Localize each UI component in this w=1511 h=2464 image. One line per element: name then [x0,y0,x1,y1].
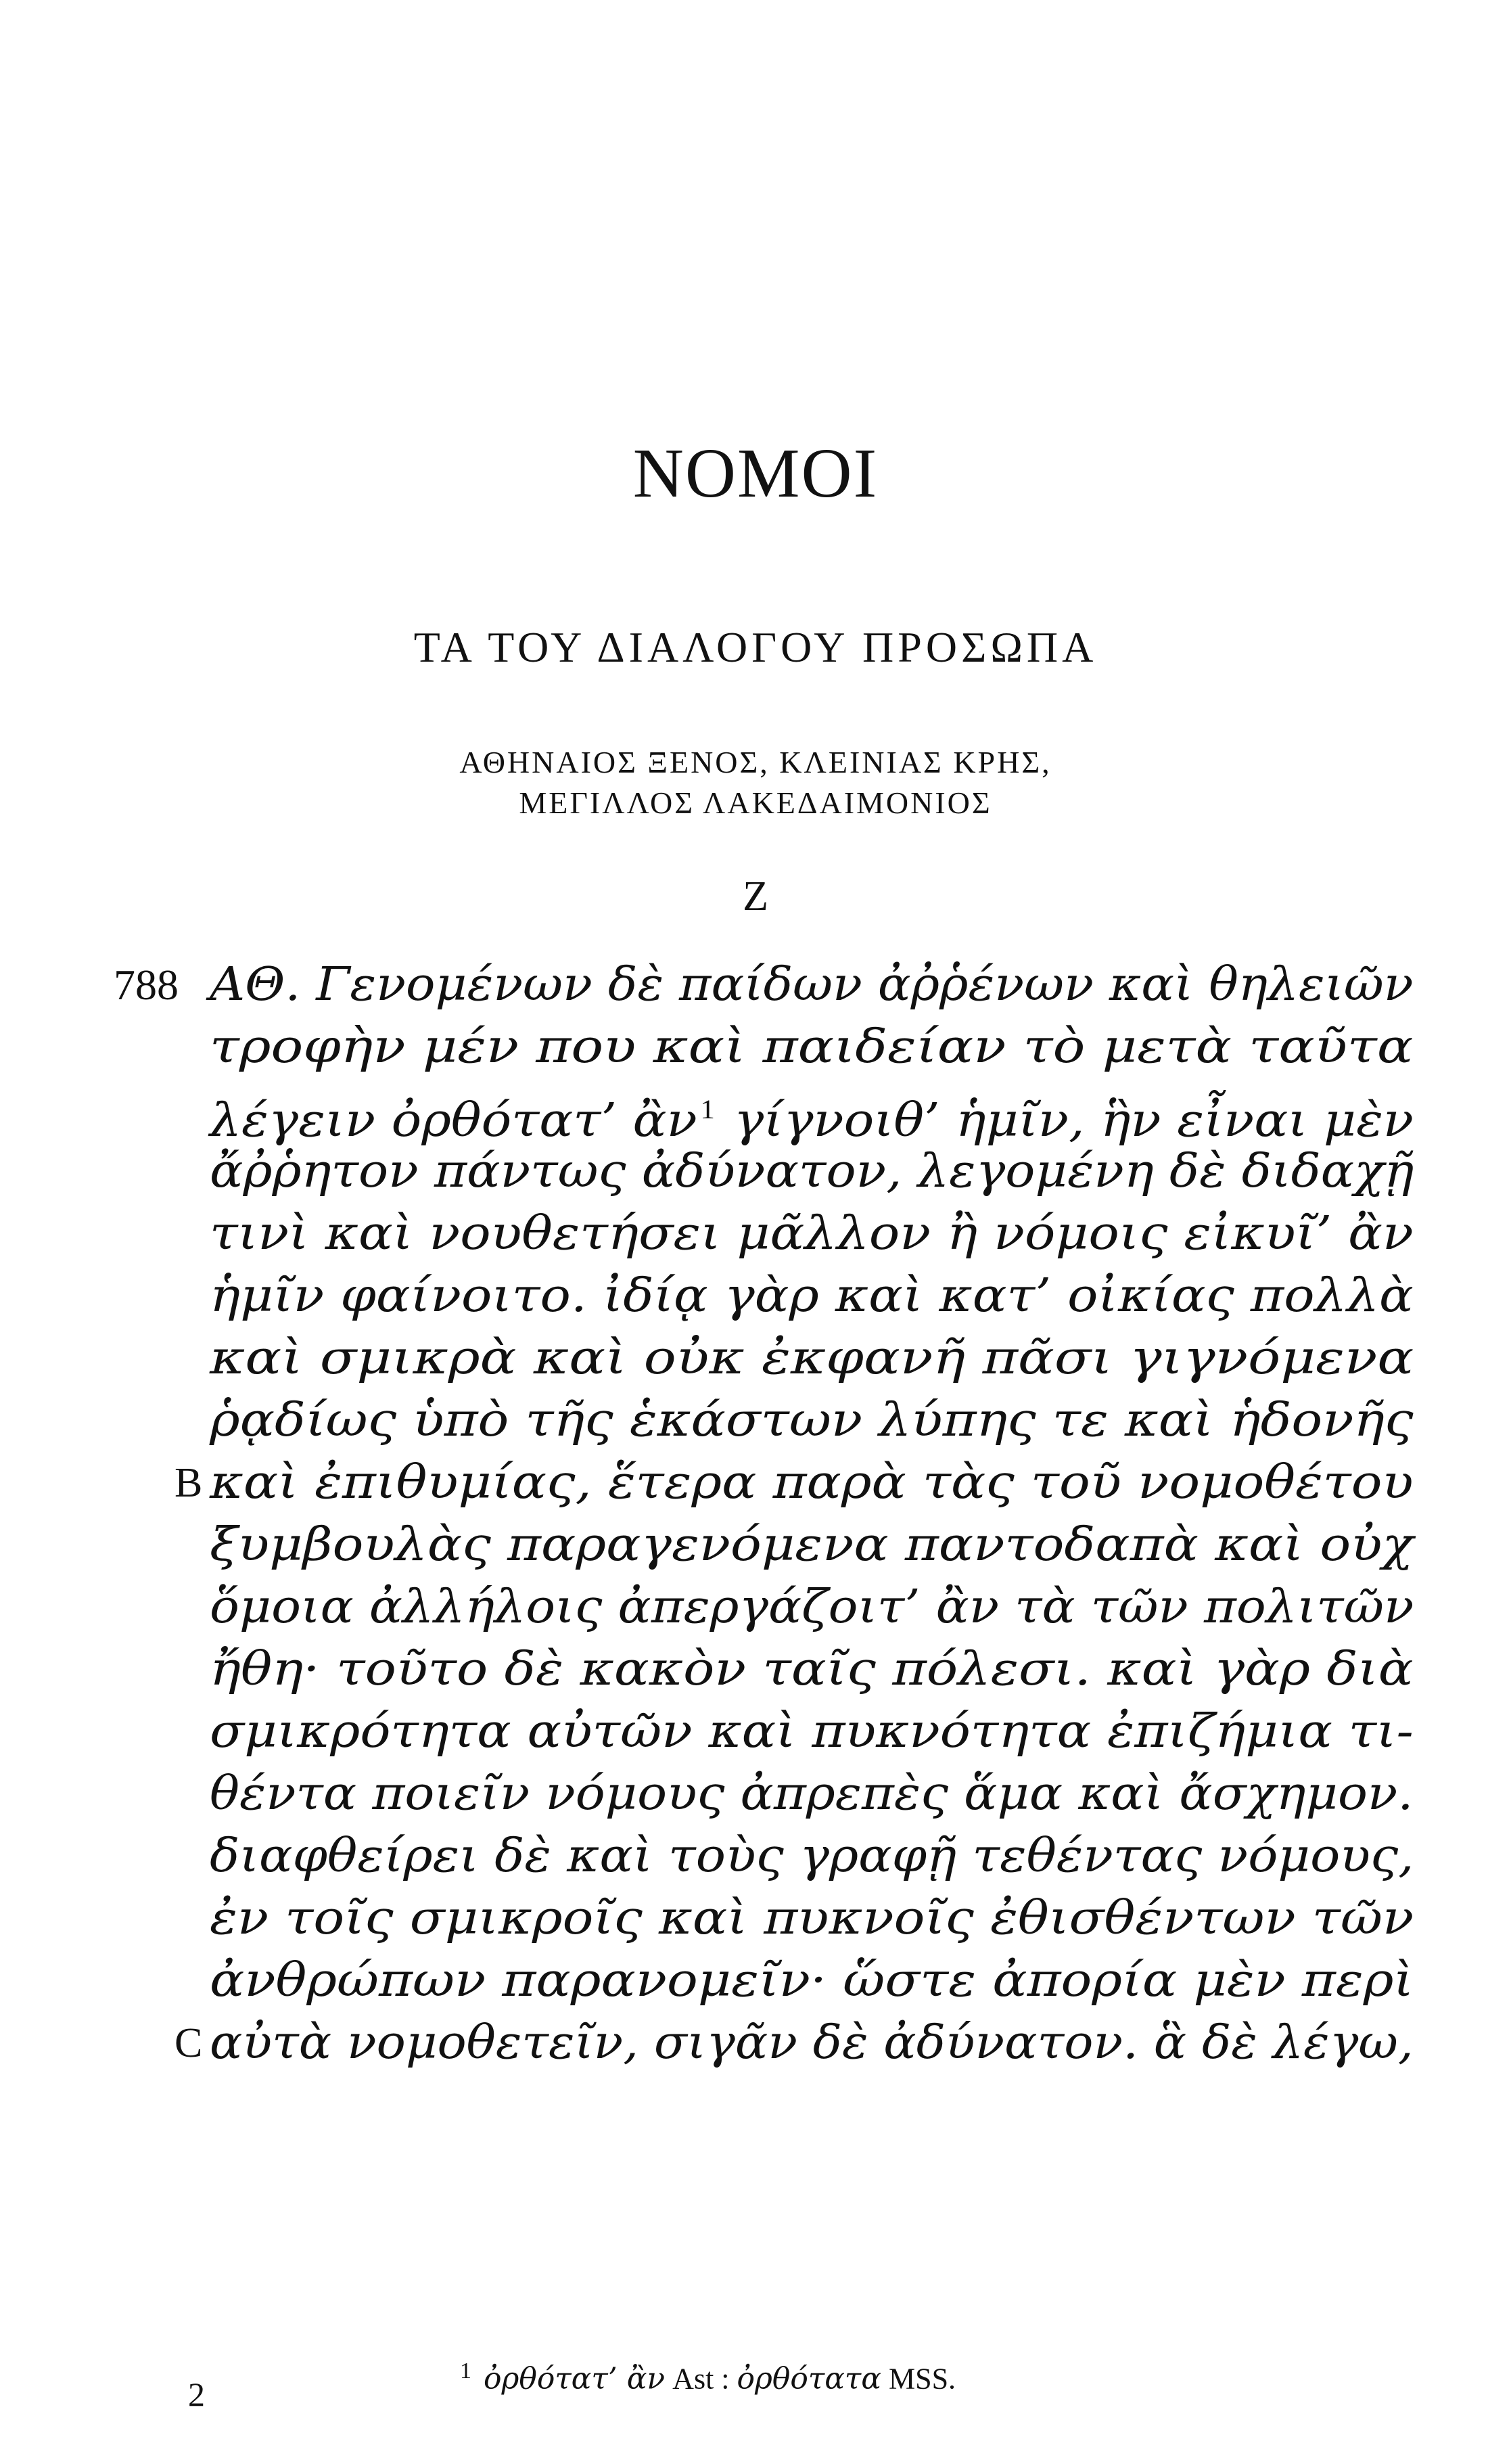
text-line: σμικρότητα αὐτῶν καὶ πυκνότητα ἐπιζήμια τι- [210,1705,1414,1758]
text-line: ἐν τοῖς σμικροῖς καὶ πυκνοῖς ἐθισθέντων τῶν [210,1892,1414,1945]
text-line: καὶ ἐπιθυμίας, ἕτερα παρὰ τὰς τοῦ νομοθέτου [210,1456,1414,1509]
stephanus-marker-c: C [175,2020,203,2066]
stephanus-section-number: 788 [114,961,179,1009]
work-title: ΝΟΜΟΙ [632,434,879,512]
footnote-authority: Ast : [665,2362,737,2396]
book-number: Ζ [743,873,768,919]
text-line: καὶ σμικρὰ καὶ οὐκ ἐκφανῆ πᾶσι γιγνόμενα [210,1331,1414,1385]
text-segment: λέγειν ὀρθότατ’ ἂν [210,1094,697,1147]
text-line: τινὶ καὶ νουθετήσει μᾶλλον ἢ νόμοις εἰκυῖ’ ἂν [210,1207,1414,1260]
text-line: ξυμβουλὰς παραγενόμενα παντοδαπὰ καὶ οὐχ [210,1518,1414,1572]
stephanus-marker-b: B [175,1460,203,1506]
footnote-reference: 1 [700,1094,715,1124]
text-line: διαφθείρει δὲ καὶ τοὺς γραφῇ τεθέντας νόμους, [210,1829,1414,1883]
text-line [210,1078,1414,1147]
footnote-source: MSS. [881,2362,956,2396]
footnote-mark: 1 [460,2358,471,2383]
text-line: αὐτὰ νομοθετεῖν, σιγᾶν δὲ ἀδύνατον. ἃ δὲ λέγω, [210,2016,1414,2070]
text-line: τροφὴν μέν που καὶ παιδείαν τὸ μετὰ ταῦτα [210,1020,1414,1074]
text-line: ἤθη· τοῦτο δὲ κακὸν ταῖς πόλεσι. καὶ γὰρ διὰ [210,1643,1414,1696]
footnote-variant: ὀρθότατα [737,2361,881,2396]
text-segment: γίγνοιθ’ ἡμῖν, ἣν εἶναι μὲν [718,1094,1414,1147]
text-line: ἡμῖν φαίνοιτο. ἰδίᾳ γὰρ καὶ κατ’ οἰκίας πολλὰ [210,1269,1414,1323]
text-line: ἄῤῥητον πάντως ἀδύνατον, λεγομένη δὲ διδαχῇ [210,1145,1414,1198]
text-line: θέντα ποιεῖν νόμους ἀπρεπὲς ἅμα καὶ ἄσχημον. [210,1767,1414,1821]
footnote [460,2348,1339,2403]
dramatis-personae-heading: ΤΑ ΤΟΥ ΔΙΑΛΟΓΟΥ ΠΡΟΣΩΠΑ [413,623,1098,671]
footnote-reading: ὀρθότατ’ ἂν [484,2361,666,2396]
text-line: ἀνθρώπων παρανομεῖν· ὥστε ἀπορία μὲν περὶ [210,1954,1414,2007]
page-number: 2 [188,2375,205,2413]
text-line: ῥᾳδίως ὑπὸ τῆς ἑκάστων λύπης τε καὶ ἡδονῆς [210,1394,1414,1447]
dramatis-personae-line-2: ΜΕΓΙΛΛΟΣ ΛΑΚΕΔΑΙΜΟΝΙΟΣ [519,785,992,820]
dramatis-personae-line-1: ΑΘΗΝΑΙΟΣ ΞΕΝΟΣ, ΚΛΕΙΝΙΑΣ ΚΡΗΣ, [459,745,1052,779]
text-line: ΑΘ. Γενομένων δὲ παίδων ἀῤῥένων καὶ θηλειῶν [210,958,1414,1011]
text-line: ὅμοια ἀλλήλοις ἀπεργάζοιτ’ ἂν τὰ τῶν πολιτῶν [210,1580,1414,1634]
